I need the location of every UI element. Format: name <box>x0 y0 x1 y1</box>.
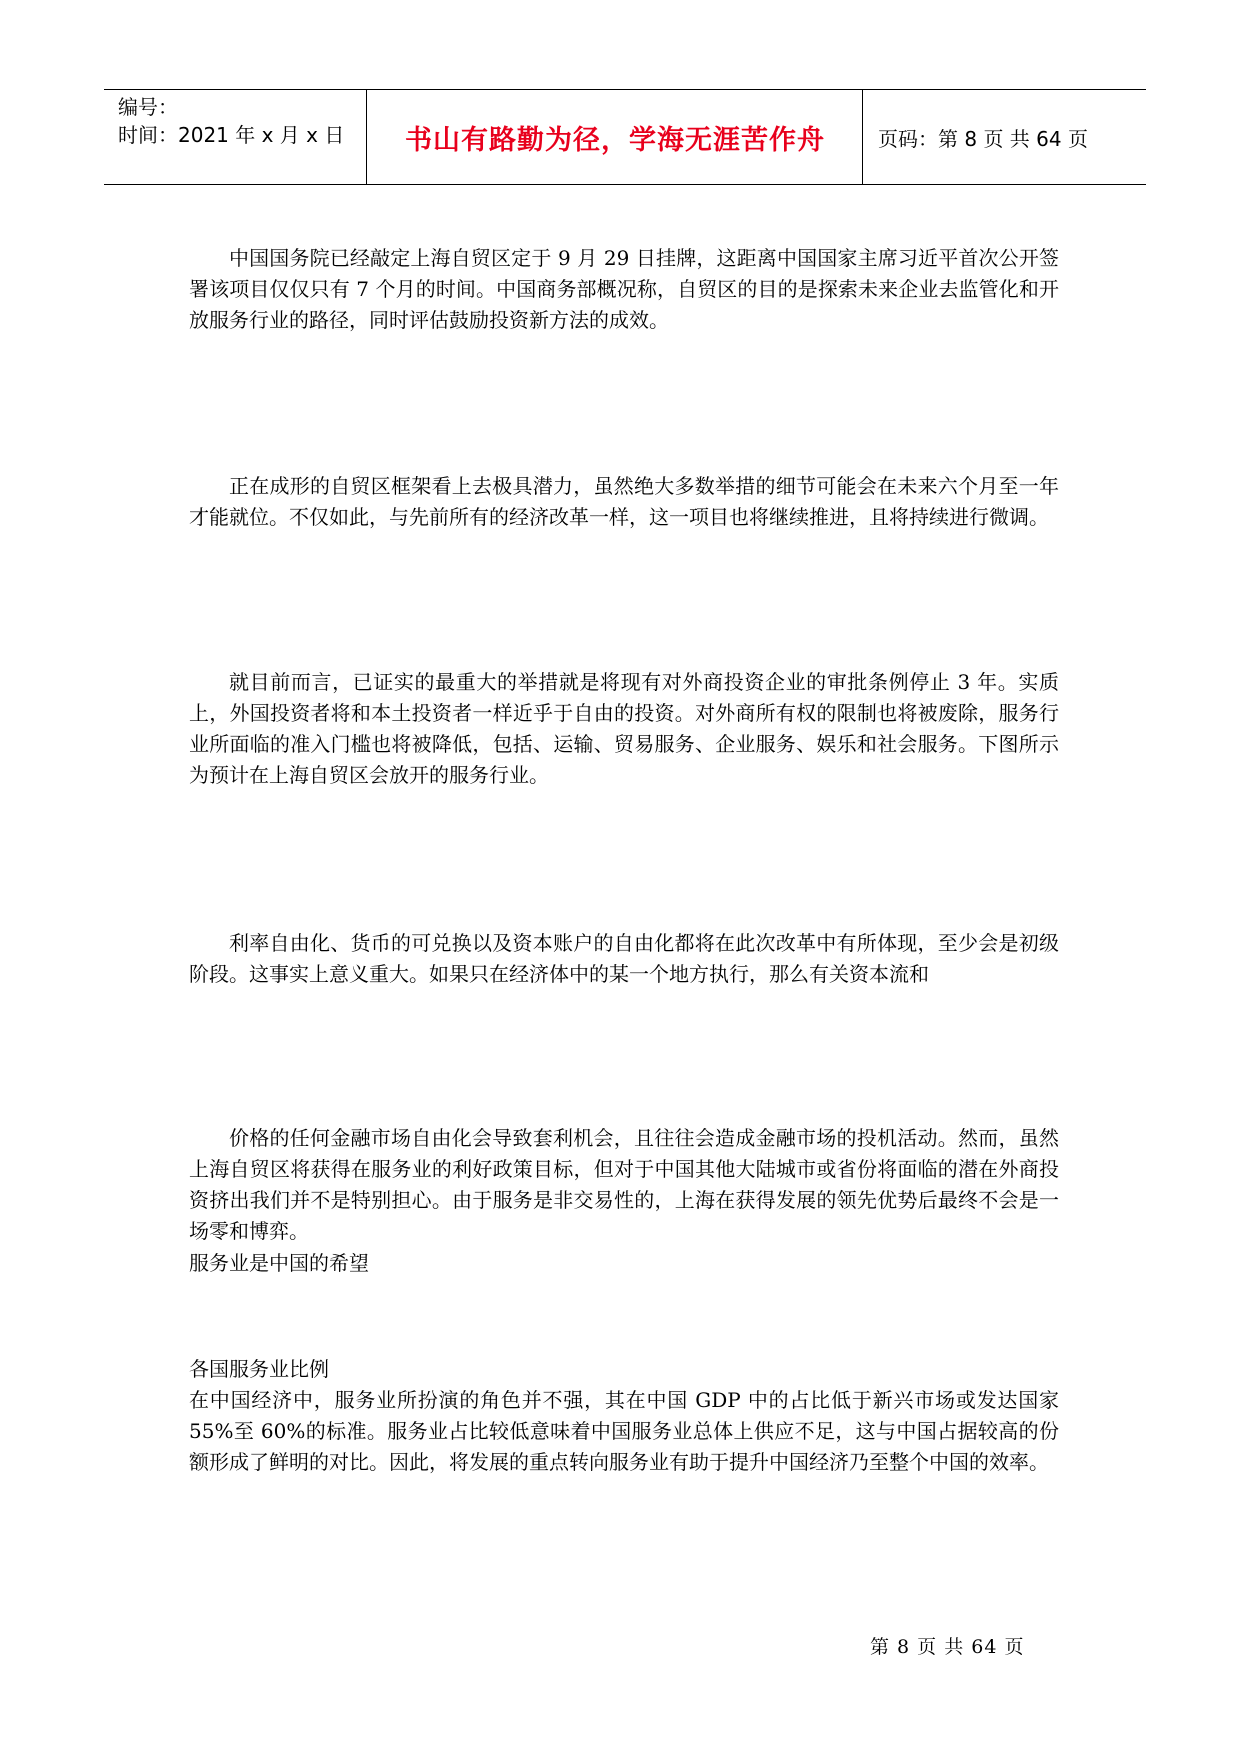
paragraph: 就目前而言，已证实的最重大的举措就是将现有对外商投资企业的审批条例停止 3 年。实质上，外国投资者将和本土投资者一样近乎于自由的投资。对外商所有权的限制也将被废除，服务行业所面临的准入门槛也将被降低，包括、运输、贸易服务、企业服务、娱乐和社会服务。下图所示为预计在上海自贸区会放开的服务行业。 <box>189 670 1059 787</box>
header-divider <box>366 90 367 184</box>
header-page-number: 页码：第 8 页 共 64 页 <box>878 126 1088 151</box>
page-header <box>104 89 1146 185</box>
paragraph: 在中国经济中，服务业所扮演的角色并不强，其在中国 GDP 中的占比低于新兴市场或发达国家 55%至 60%的标准。服务业占比较低意味着中国服务业总体上供应不足，这与中国占据较高的份额形成了鲜明的对比。因此，将发展的重点转向服务业有助于提升中国经济乃至整个中国的效率。 <box>189 1388 1059 1474</box>
section-heading: 服务业是中国的希望 <box>189 1251 369 1275</box>
page-footer: 第 8 页 共 64 页 <box>870 1636 1025 1658</box>
paragraph: 正在成形的自贸区框架看上去极具潜力，虽然绝大多数举措的细节可能会在未来六个月至一年才能就位。不仅如此，与先前所有的经济改革一样，这一项目也将继续推进，且将持续进行微调。 <box>189 474 1059 529</box>
header-divider <box>862 90 863 184</box>
chart-caption: 各国服务业比例 <box>189 1357 329 1381</box>
header-motto: 书山有路勤为径，学海无涯苦作舟 <box>405 124 825 156</box>
document-number-label: 编号： <box>118 95 178 119</box>
document-time-label: 时间：2021 年 x 月 x 日 <box>118 123 345 147</box>
paragraph: 价格的任何金融市场自由化会导致套利机会，且往往会造成金融市场的投机活动。然而，虽然上海自贸区将获得在服务业的利好政策目标，但对于中国其他大陆城市或省份将面临的潜在外商投资挤出我们并不是特别担心。由于服务是非交易性的，上海在获得发展的领先优势后最终不会是一场零和博弈。 <box>189 1126 1059 1243</box>
paragraph: 中国国务院已经敲定上海自贸区定于 9 月 29 日挂牌，这距离中国国家主席习近平首次公开签署该项目仅仅只有 7 个月的时间。中国商务部概况称，自贸区的目的是探索未来企业去监管化和开放服务行业的路径，同时评估鼓励投资新方法的成效。 <box>189 246 1059 332</box>
header-meta <box>118 93 368 149</box>
paragraph: 利率自由化、货币的可兑换以及资本账户的自由化都将在此次改革中有所体现，至少会是初级阶段。这事实上意义重大。如果只在经济体中的某一个地方执行，那么有关资本流和 <box>189 931 1059 986</box>
